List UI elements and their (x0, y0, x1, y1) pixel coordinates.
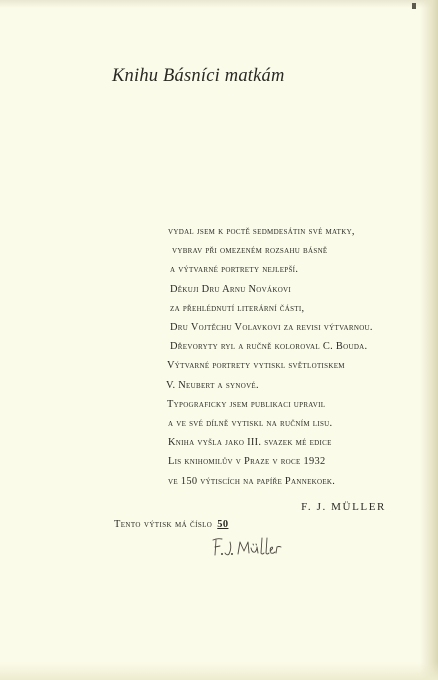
colophon-line: Dřevoryty ryl a ručně koloroval C. Bouda. (170, 341, 368, 353)
colophon-line: Dru Vojtěchu Volavkovi za revisi výtvarnou. (170, 322, 373, 334)
colophon-line: V. Neubert a synové. (166, 379, 259, 391)
colophon-line: Kniha vyšla jako III. svazek mé edice (168, 437, 332, 449)
handwritten-signature (212, 534, 284, 560)
colophon-line: Výtvarné portrety vytiskl světlotiskem (167, 360, 345, 372)
printer-signature: F. J. MÜLLER (301, 501, 386, 513)
copy-number-label: Tento výtisk má číslo (114, 519, 213, 530)
colophon-line: a výtvarné portrety nejlepší. (170, 264, 299, 276)
colophon-line: za přehlédnutí literární části, (170, 302, 305, 314)
colophon-line: Lis knihomilův v Praze v roce 1932 (168, 456, 326, 468)
page-edge-shadow-top (0, 0, 438, 8)
book-title: Knihu Básníci matkám (112, 66, 285, 86)
colophon-line: vybrav při omezeném rozsahu básně (172, 245, 328, 257)
colophon-line: Typograficky jsem publikaci upravil (167, 398, 326, 410)
colophon-text (168, 222, 408, 491)
copy-number-value: 50 (217, 519, 229, 530)
colophon-line: a ve své dílně vytiskl na ručním lisu. (168, 418, 333, 430)
page-edge-shadow-right (420, 0, 438, 680)
colophon-line: Děkuji Dru Arnu Novákovi (170, 283, 292, 295)
page-edge-shadow-bottom (0, 662, 438, 680)
colophon-line: vydal jsem k poctě sedmdesátin své matky, (168, 226, 355, 237)
page-corner-mark (412, 3, 416, 9)
copy-number-line (114, 519, 228, 530)
colophon-line: ve 150 výtiscích na papíře Pannekoek. (168, 475, 336, 487)
